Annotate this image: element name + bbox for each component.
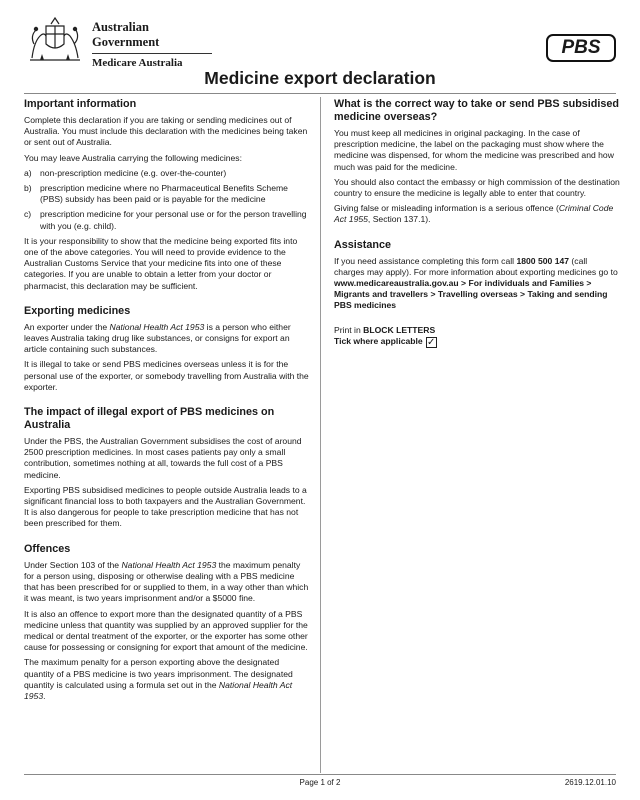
left-column <box>24 98 310 715</box>
website-link[interactable]: www.medicareaustralia.gov.au > For individuals and Families > Migrants and travellers > Travelling overseas > Taking and sending PBS medicines <box>334 278 608 311</box>
exporting-medicines-section <box>24 305 310 393</box>
act-name: National Health Act 1953 <box>24 679 293 701</box>
act-name: National Health Act 1953 <box>121 559 217 570</box>
list-item <box>24 183 310 205</box>
offences-section <box>24 543 310 702</box>
phone-number: 1800 500 147 <box>516 255 570 266</box>
pbs-logo: PBS <box>546 34 616 62</box>
column-divider <box>320 97 321 773</box>
paragraph: An exporter under the National Health Act 1953 is a person who either leaves Australia taking drug like substances, or consigns for export an article containing such substances. <box>24 321 291 355</box>
bottom-divider <box>24 774 616 775</box>
paragraph: Exporting PBS subsidised medicines to people outside Australia leads to a significant financial loss to both taxpayers and the Australian Government. It is also dangerous for people to take prescription medicine that has not been prescribed for them. <box>24 484 307 529</box>
right-column <box>334 98 620 348</box>
paragraph: Under Section 103 of the National Health Act 1953 the maximum penalty for a person using, disposing or otherwise dealing with a PBS medicine that has been prescribed for or supplied to them, in a way other than which it was meant, is two years imprisonment and/or a $5000 fine. <box>24 559 309 604</box>
section-heading: Assistance <box>334 238 392 251</box>
paragraph: It is also an offence to export more than the designated quantity of a PBS medicine unless that quantity was supplied by an approved supplier for the medical or dental treatment of the exporter, or the exporter has some other cause for possessing or consigning for export that amount of the medicine. <box>24 608 308 653</box>
act-name: Criminal Code Act 1955 <box>334 203 614 225</box>
list-letter: c) <box>24 209 32 220</box>
paragraph: You should also contact the embassy or high commission of the destination country to ensure the medicine is legally able to enter that country. <box>334 176 620 199</box>
print-instruction: Print in BLOCK LETTERS <box>334 324 436 335</box>
top-divider <box>24 93 616 94</box>
correct-way-section <box>334 98 620 226</box>
act-name: National Health Act 1953 <box>109 321 205 332</box>
header <box>24 14 616 72</box>
agency-name: Medicare Australia <box>92 57 183 69</box>
section-heading: Important information <box>24 98 137 110</box>
paragraph: Under the PBS, the Australian Government subsidises the cost of around 2500 prescription medicines. In most cases patients pay only a small contribution, sometimes nothing at all, towards the full cost of a PBS medicine. <box>24 436 302 480</box>
tick-instruction: Tick where applicable ✓ <box>334 335 436 348</box>
tick-box-icon: ✓ <box>426 336 436 348</box>
paragraph: Complete this declaration if you are taking or sending medicines out of Australia. You must include this declaration with the medicines being taken or sent out of Australia. <box>24 115 308 148</box>
impact-section <box>24 406 310 530</box>
list-letter: a) <box>24 167 32 178</box>
list-letter: b) <box>24 183 32 194</box>
page-title: Medicine export declaration <box>204 68 436 88</box>
important-information-section <box>24 98 310 292</box>
medicine-category-list <box>24 168 310 232</box>
paragraph: It is your responsibility to show that the medicine being exported fits into one of the above categories. You will need to provide evidence to the Australian Customs Service that your medicine fits into one of these categories. If you are unable to obtain a letter from your doctor or pharmacist, this declaration may be sufficient. <box>24 235 298 291</box>
list-text: prescription medicine where no Pharmaceutical Benefits Scheme (PBS) subsidy has been paid or is payable for the medicine <box>40 183 288 205</box>
assistance-section <box>334 239 620 312</box>
list-item <box>24 209 310 231</box>
paragraph: It is illegal to take or send PBS medicines overseas unless it is for the personal use of the exporter, or somebody travelling from Australia with the exporter. <box>24 359 309 392</box>
page-number: Page 1 of 2 <box>299 778 341 787</box>
section-heading: Offences <box>24 542 71 555</box>
list-text: non-prescription medicine (e.g. over-the-counter) <box>40 167 227 178</box>
paragraph: You must keep all medicines in original packaging. In the case of prescription medicine, the label on the packaging must show where the medicine was dispensed, for whom the medicine was prescribed and how much was paid for the medicine. <box>334 128 614 172</box>
coat-of-arms-icon <box>24 14 86 66</box>
form-code: 2619.12.01.10 <box>564 778 616 787</box>
government-name: Australian Government <box>92 20 212 54</box>
paragraph: The maximum penalty for a person exporting above the designated quantity of a PBS medicine is two years imprisonment. The designated quantity is calculated using a formula set out in the National Health Act 1953. <box>24 657 293 701</box>
section-heading: Exporting medicines <box>24 304 131 317</box>
paragraph: You may leave Australia carrying the following medicines: <box>24 152 242 163</box>
list-text: prescription medicine for your personal use or for the person travelling with you (e.g. child). <box>40 209 307 231</box>
section-heading: What is the correct way to take or send PBS subsidised medicine overseas? <box>334 98 619 123</box>
paragraph: If you need assistance completing this form call 1800 500 147 (call charges may apply). For more information about exporting medicines go to www.medicareaustralia.gov.au > For individuals and Families > Migrants and travellers > Travelling overseas > Taking and sending PBS medicines <box>334 255 618 311</box>
list-item <box>24 168 310 179</box>
section-heading: The impact of illegal export of PBS medicines on Australia <box>24 406 275 432</box>
paragraph: Giving false or misleading information is a serious offence (Criminal Code Act 1955, Section 137.1). <box>334 203 614 225</box>
